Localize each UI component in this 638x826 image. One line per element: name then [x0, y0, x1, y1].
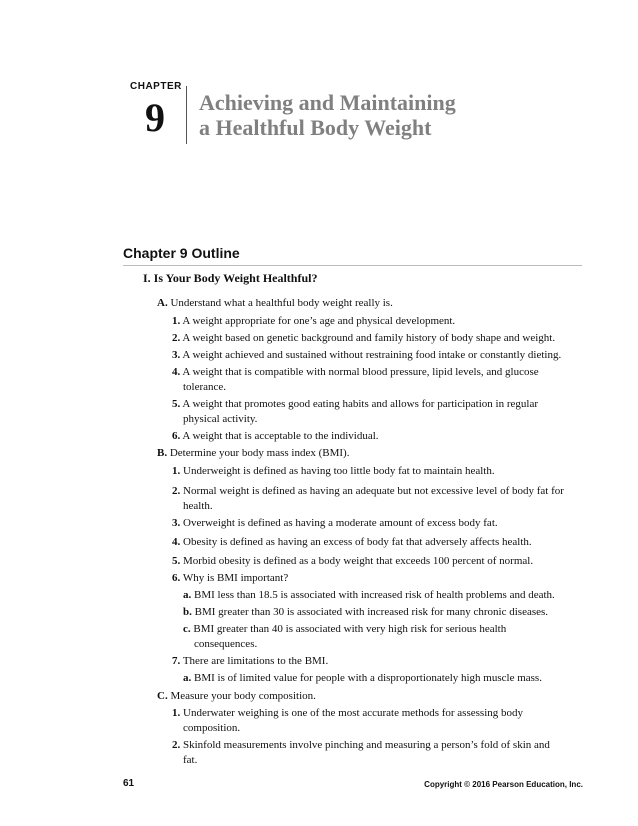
- outline-item-B6a: [183, 588, 555, 602]
- item-label: 6.: [172, 430, 181, 442]
- item-text: Underweight is defined as having too little body fat to maintain health.: [183, 465, 495, 477]
- outline-item-C2: [172, 738, 550, 752]
- chapter-title-line-2: a Healthful Body Weight: [199, 115, 432, 140]
- item-text: BMI is of limited value for people with a disproportionately high muscle mass.: [194, 672, 542, 684]
- chapter-divider: [186, 86, 187, 144]
- item-text: Overweight is defined as having a moderate amount of excess body fat.: [183, 517, 498, 529]
- item-text: BMI greater than 40 is associated with very high risk for serious health: [193, 623, 507, 635]
- outline-item-B: [157, 446, 349, 460]
- item-text: A weight that promotes good eating habits and allows for participation in regular: [182, 398, 538, 410]
- item-label: A.: [157, 297, 168, 309]
- chapter-title-line-1: Achieving and Maintaining: [199, 90, 456, 115]
- outline-item-B7a: [183, 671, 542, 685]
- chapter-label: CHAPTER: [130, 81, 182, 92]
- item-label: 3.: [172, 349, 181, 361]
- item-label: 1.: [172, 465, 181, 477]
- outline-item-A3: [172, 348, 561, 362]
- item-label: a.: [183, 589, 192, 601]
- item-text: BMI greater than 30 is associated with increased risk for many chronic diseases.: [194, 606, 549, 618]
- item-label: c.: [183, 623, 191, 635]
- item-text: Morbid obesity is defined as a body weight that exceeds 100 percent of normal.: [183, 555, 534, 567]
- item-label: 4.: [172, 536, 181, 548]
- outline-item-A6: [172, 429, 379, 443]
- page-number: 61: [123, 778, 135, 789]
- item-text: Obesity is defined as having an excess of body fat that adversely affects health.: [183, 536, 532, 548]
- item-text: A weight appropriate for one’s age and physical development.: [182, 315, 456, 327]
- section-heading: [143, 271, 317, 285]
- item-label: B.: [157, 447, 168, 459]
- outline-item-A5-cont: physical activity.: [183, 413, 258, 425]
- outline-item-B5: [172, 554, 533, 568]
- item-text: There are limitations to the BMI.: [182, 655, 329, 667]
- item-label: a.: [183, 672, 192, 684]
- outline-item-C1: [172, 706, 523, 720]
- item-label: 1.: [172, 707, 181, 719]
- item-text: A weight achieved and sustained without restraining food intake or constantly dieting.: [182, 349, 562, 361]
- item-label: b.: [183, 606, 192, 618]
- chapter-title: [199, 90, 456, 140]
- item-label: 5.: [172, 398, 181, 410]
- item-label: 2.: [172, 739, 181, 751]
- outline-item-B1: [172, 464, 495, 478]
- item-text: Normal weight is defined as having an adequate but not excessive level of body fat for: [183, 485, 564, 497]
- outline-item-B6b: [183, 605, 548, 619]
- outline-item-A4: [172, 365, 539, 379]
- item-text: A weight based on genetic background and family history of body shape and weight.: [182, 332, 556, 344]
- outline-item-C2-cont: fat.: [183, 754, 198, 766]
- item-text: A weight that is compatible with normal blood pressure, lipid levels, and glucose: [182, 366, 539, 378]
- item-text: Underwater weighing is one of the most accurate methods for assessing body: [183, 707, 523, 719]
- copyright-notice: Copyright © 2016 Pearson Education, Inc.: [424, 780, 583, 789]
- outline-item-A2: [172, 331, 555, 345]
- item-label: C.: [157, 690, 168, 702]
- outline-item-B6c: [183, 622, 506, 636]
- item-text: A weight that is acceptable to the individual.: [182, 430, 379, 442]
- outline-item-A1: [172, 314, 455, 328]
- outline-item-C: [157, 689, 316, 703]
- item-label: 5.: [172, 555, 181, 567]
- outline-item-B3: [172, 516, 498, 530]
- outline-item-A: [157, 296, 393, 310]
- item-text: Skinfold measurements involve pinching and measuring a person’s fold of skin and: [183, 739, 550, 751]
- chapter-number: 9: [145, 95, 165, 140]
- outline-item-B2: [172, 484, 564, 498]
- item-label: 4.: [172, 366, 181, 378]
- outline-item-A5: [172, 397, 538, 411]
- section-label: I.: [143, 271, 151, 285]
- item-label: 3.: [172, 517, 181, 529]
- outline-item-B7: [172, 654, 328, 668]
- outline-heading: Chapter 9 Outline: [123, 245, 240, 261]
- item-text: Determine your body mass index (BMI).: [169, 447, 350, 459]
- section-title: Is Your Body Weight Healthful?: [153, 271, 318, 285]
- outline-item-B2-cont: health.: [183, 500, 213, 512]
- outline-heading-rule: [123, 265, 582, 266]
- item-label: 6.: [172, 572, 181, 584]
- item-text: BMI less than 18.5 is associated with increased risk of health problems and death.: [194, 589, 555, 601]
- outline-item-C1-cont: composition.: [183, 722, 241, 734]
- outline-item-B4: [172, 535, 532, 549]
- item-text: Why is BMI important?: [182, 572, 289, 584]
- item-label: 7.: [172, 655, 181, 667]
- item-text: Measure your body composition.: [170, 690, 316, 702]
- item-text: Understand what a healthful body weight really is.: [170, 297, 393, 309]
- outline-item-B6c-cont: consequences.: [194, 638, 258, 650]
- item-label: 1.: [172, 315, 181, 327]
- item-label: 2.: [172, 485, 181, 497]
- outline-item-A4-cont: tolerance.: [183, 381, 227, 393]
- outline-item-B6: [172, 571, 288, 585]
- item-label: 2.: [172, 332, 181, 344]
